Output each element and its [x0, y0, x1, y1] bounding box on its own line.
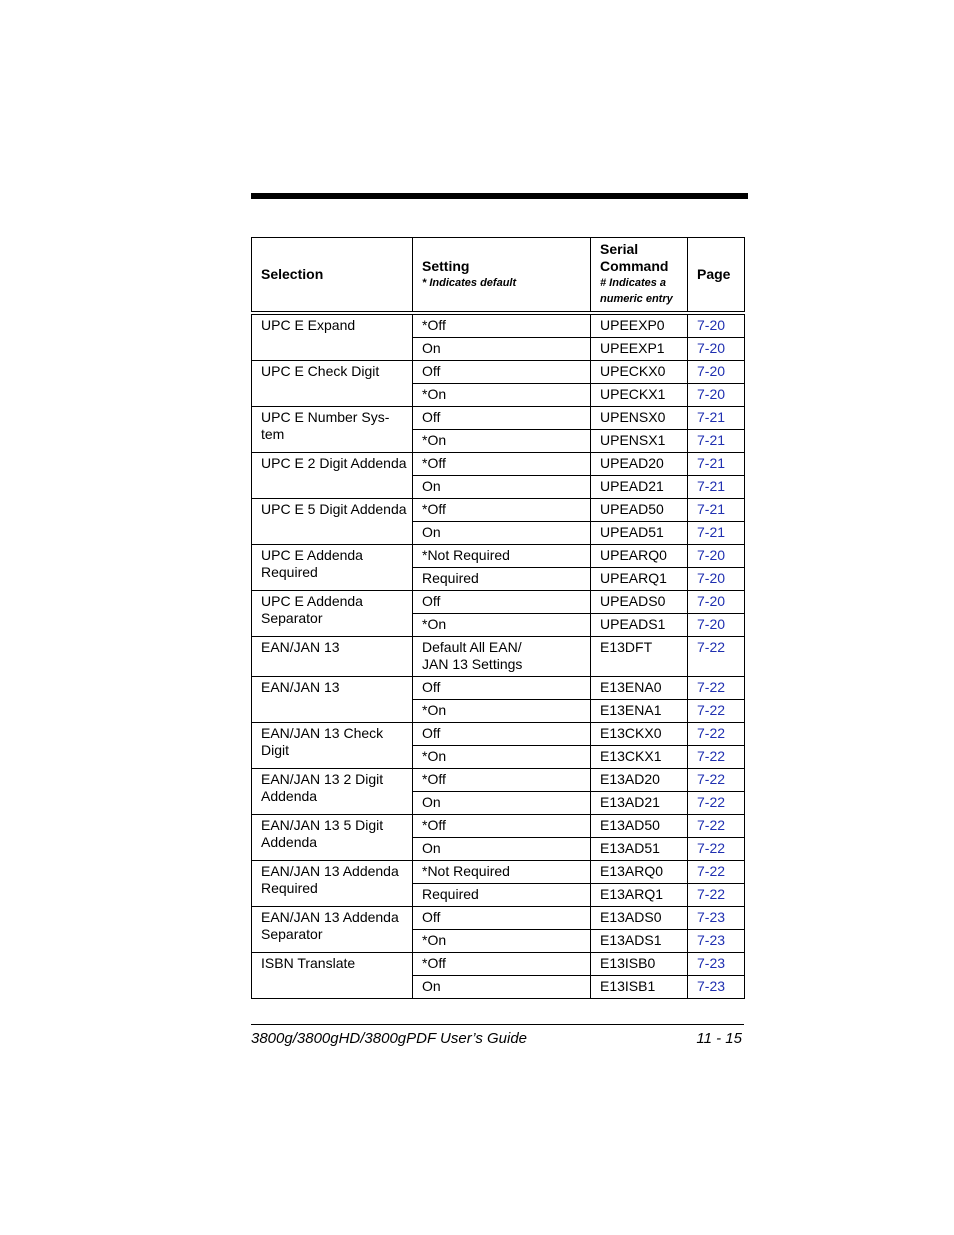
setting-cell: *Off [413, 953, 591, 976]
serial-command-cell: UPEAD51 [591, 522, 688, 545]
serial-command-cell: E13AD21 [591, 792, 688, 815]
serial-command-cell: E13AD50 [591, 815, 688, 838]
serial-command-cell: E13CKX0 [591, 723, 688, 746]
header-setting [413, 238, 591, 314]
page-link[interactable]: 7-20 [688, 591, 745, 614]
selection-cell: EAN/JAN 13 Addenda Required [252, 861, 413, 907]
setting-cell: On [413, 338, 591, 361]
serial-command-cell: UPEAD21 [591, 476, 688, 499]
table-row [252, 637, 745, 677]
setting-cell: *On [413, 614, 591, 637]
table-row [252, 907, 745, 930]
selection-cell: EAN/JAN 13 2 Digit Addenda [252, 769, 413, 815]
serial-command-cell: E13ARQ1 [591, 884, 688, 907]
serial-command-cell: E13ISB0 [591, 953, 688, 976]
serial-command-cell: UPEARQ0 [591, 545, 688, 568]
setting-cell: *Off [413, 453, 591, 476]
selection-cell: UPC E Addenda Separator [252, 591, 413, 637]
selection-cell: UPC E Check Digit [252, 361, 413, 407]
table-row [252, 723, 745, 746]
selection-cell: UPC E Number Sys- tem [252, 407, 413, 453]
setting-cell: Off [413, 677, 591, 700]
page-link[interactable]: 7-20 [688, 384, 745, 407]
selection-cell: EAN/JAN 13 Addenda Separator [252, 907, 413, 953]
table-row [252, 861, 745, 884]
header-serial-line1: Serial [600, 241, 639, 257]
header-rule [251, 193, 748, 199]
setting-cell: Off [413, 591, 591, 614]
page-link[interactable]: 7-22 [688, 723, 745, 746]
table-body [252, 313, 745, 999]
serial-command-cell: E13AD20 [591, 769, 688, 792]
page-link[interactable]: 7-20 [688, 568, 745, 591]
settings-table [251, 237, 745, 999]
page-link[interactable]: 7-21 [688, 407, 745, 430]
header-selection: Selection [252, 238, 413, 314]
footer-rule [251, 1024, 744, 1025]
setting-cell: *On [413, 700, 591, 723]
header-setting-label: Setting [422, 257, 470, 274]
setting-cell: *On [413, 746, 591, 769]
serial-command-cell: UPEADS1 [591, 614, 688, 637]
page-link[interactable]: 7-22 [688, 792, 745, 815]
header-serial-command [591, 238, 688, 314]
setting-cell: On [413, 522, 591, 545]
page-link[interactable]: 7-22 [688, 769, 745, 792]
setting-cell: *Not Required [413, 545, 591, 568]
setting-cell: Off [413, 723, 591, 746]
page-link[interactable]: 7-22 [688, 637, 745, 677]
serial-command-cell: UPENSX1 [591, 430, 688, 453]
page-link[interactable]: 7-21 [688, 430, 745, 453]
setting-cell: *Off [413, 815, 591, 838]
page-link[interactable]: 7-20 [688, 361, 745, 384]
serial-command-cell: E13AD51 [591, 838, 688, 861]
serial-command-cell: E13DFT [591, 637, 688, 677]
table-row [252, 677, 745, 700]
setting-cell: *On [413, 384, 591, 407]
selection-cell: UPC E Expand [252, 313, 413, 361]
page-link[interactable]: 7-23 [688, 907, 745, 930]
footer-title: 3800g/3800gHD/3800gPDF User’s Guide [251, 1030, 528, 1047]
table-row [252, 591, 745, 614]
page-link[interactable]: 7-21 [688, 476, 745, 499]
header-serial-line2: Command [600, 258, 669, 274]
setting-cell: *Off [413, 769, 591, 792]
setting-cell: *Off [413, 313, 591, 338]
page-link[interactable]: 7-20 [688, 545, 745, 568]
header-serial-note-line1: # Indicates a [600, 277, 667, 289]
setting-cell: *Not Required [413, 861, 591, 884]
selection-cell: UPC E 2 Digit Addenda [252, 453, 413, 499]
page-link[interactable]: 7-22 [688, 838, 745, 861]
page-link[interactable]: 7-23 [688, 953, 745, 976]
table-row [252, 499, 745, 522]
page-link[interactable]: 7-22 [688, 815, 745, 838]
setting-cell: *Off [413, 499, 591, 522]
page-link[interactable]: 7-21 [688, 499, 745, 522]
page-link[interactable]: 7-23 [688, 976, 745, 999]
serial-command-cell: E13ENA0 [591, 677, 688, 700]
page-link[interactable]: 7-21 [688, 453, 745, 476]
selection-cell: UPC E 5 Digit Addenda [252, 499, 413, 545]
serial-command-cell: UPEEXP1 [591, 338, 688, 361]
setting-cell: *On [413, 430, 591, 453]
header-row [252, 238, 745, 314]
setting-cell: Default All EAN/ JAN 13 Settings [413, 637, 591, 677]
page-link[interactable]: 7-22 [688, 700, 745, 723]
setting-cell: On [413, 792, 591, 815]
page-link[interactable]: 7-20 [688, 338, 745, 361]
setting-cell: On [413, 838, 591, 861]
serial-command-cell: UPEEXP0 [591, 313, 688, 338]
table-row [252, 545, 745, 568]
serial-command-cell: E13ISB1 [591, 976, 688, 999]
setting-cell: Required [413, 568, 591, 591]
serial-command-cell: UPEAD50 [591, 499, 688, 522]
header-setting-note: * Indicates default [422, 276, 517, 289]
table-row [252, 953, 745, 976]
page-link[interactable]: 7-22 [688, 884, 745, 907]
setting-cell: Off [413, 907, 591, 930]
setting-cell: Required [413, 884, 591, 907]
serial-command-cell: E13ENA1 [591, 700, 688, 723]
header-page: Page [688, 238, 745, 314]
serial-command-cell: UPECKX0 [591, 361, 688, 384]
serial-command-cell: UPEADS0 [591, 591, 688, 614]
setting-cell: Off [413, 361, 591, 384]
selection-cell: EAN/JAN 13 [252, 677, 413, 723]
setting-cell: On [413, 976, 591, 999]
setting-cell: *On [413, 930, 591, 953]
selection-cell: EAN/JAN 13 [252, 637, 413, 677]
selection-cell: EAN/JAN 13 Check Digit [252, 723, 413, 769]
table-row [252, 815, 745, 838]
table-row [252, 769, 745, 792]
table-row [252, 313, 745, 338]
serial-command-cell: E13ADS1 [591, 930, 688, 953]
setting-cell: Off [413, 407, 591, 430]
serial-command-cell: E13CKX1 [591, 746, 688, 769]
serial-command-cell: E13ADS0 [591, 907, 688, 930]
serial-command-cell: UPECKX1 [591, 384, 688, 407]
header-serial-note-line2: numeric entry [600, 293, 673, 305]
footer-page-number: 11 - 15 [696, 1030, 742, 1047]
table-row [252, 453, 745, 476]
page-link[interactable]: 7-22 [688, 861, 745, 884]
page-link[interactable]: 7-20 [688, 313, 745, 338]
selection-cell: ISBN Translate [252, 953, 413, 999]
setting-cell: On [413, 476, 591, 499]
table-row [252, 361, 745, 384]
serial-command-cell: E13ARQ0 [591, 861, 688, 884]
serial-command-cell: UPEAD20 [591, 453, 688, 476]
selection-cell: UPC E Addenda Required [252, 545, 413, 591]
page-link[interactable]: 7-22 [688, 746, 745, 769]
table-row [252, 407, 745, 430]
page-link[interactable]: 7-21 [688, 522, 745, 545]
page-link[interactable]: 7-23 [688, 930, 745, 953]
page-link[interactable]: 7-20 [688, 614, 745, 637]
serial-command-cell: UPEARQ1 [591, 568, 688, 591]
page-link[interactable]: 7-22 [688, 677, 745, 700]
serial-command-cell: UPENSX0 [591, 407, 688, 430]
selection-cell: EAN/JAN 13 5 Digit Addenda [252, 815, 413, 861]
